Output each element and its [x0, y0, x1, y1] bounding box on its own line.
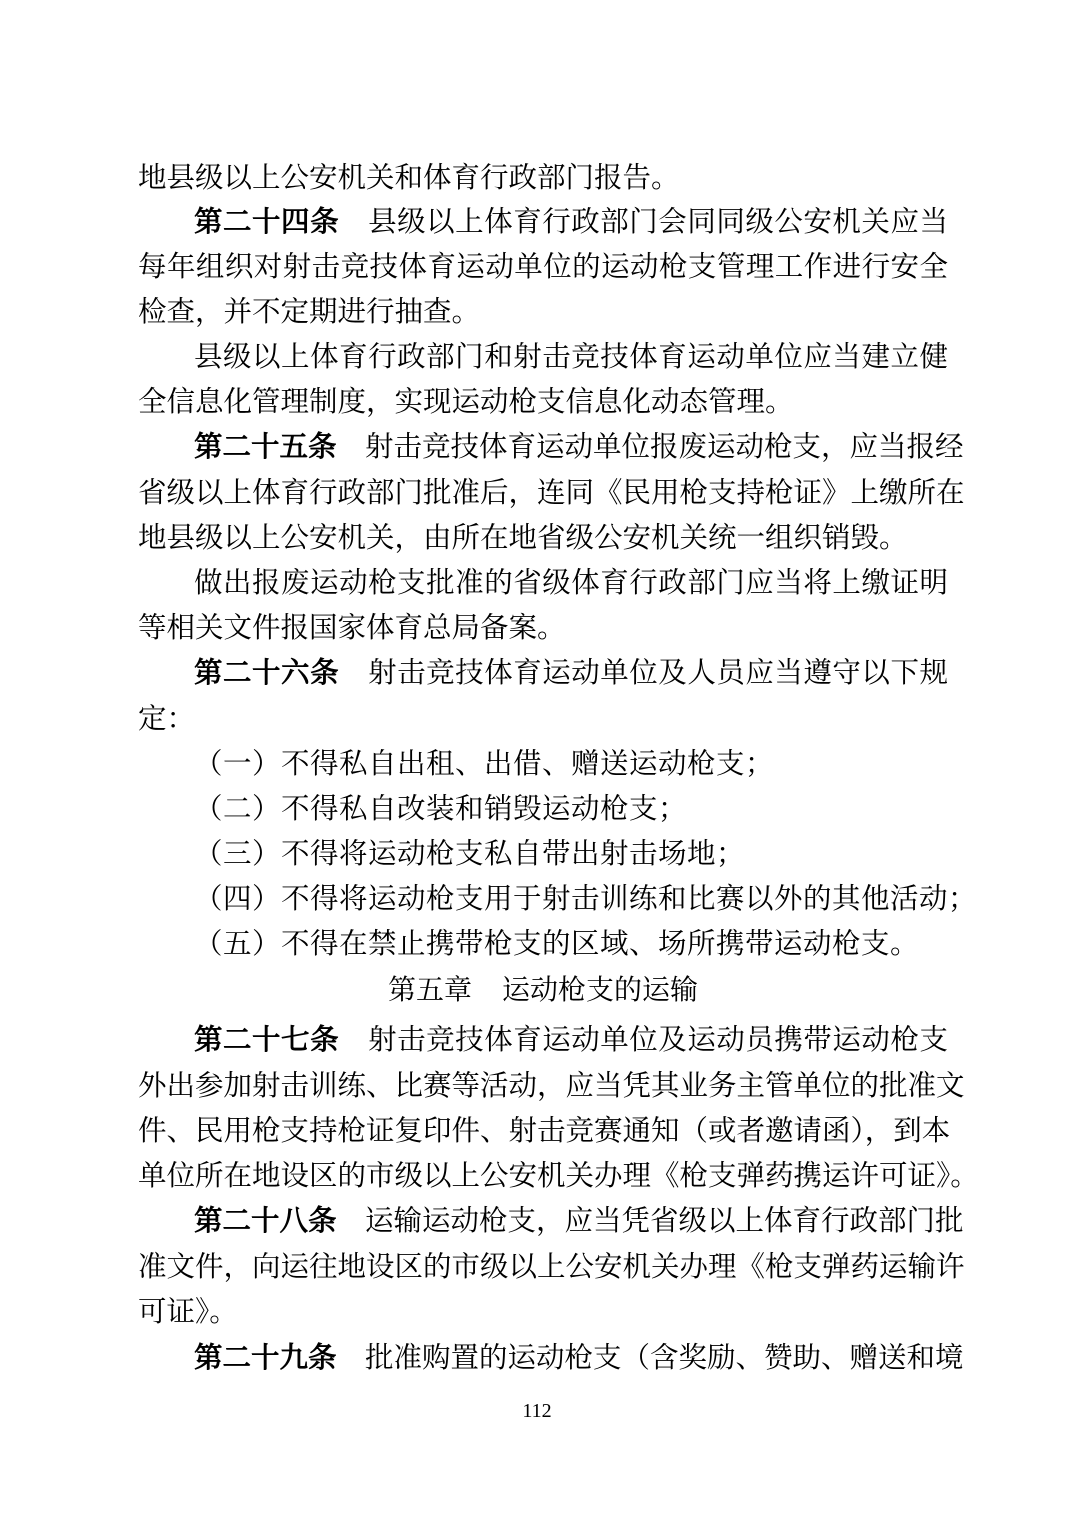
text-line: 检查，并不定期进行抽查。 [138, 295, 481, 328]
text-line: 等相关文件报国家体育总局备案。 [138, 611, 566, 644]
text-line: 准文件，向运往地设区的市级以上公安机关办理《枪支弹药运输许 [138, 1250, 965, 1283]
list-item: （一）不得私自出租、出借、赠送运动枪支； [194, 747, 775, 780]
list-item: （三）不得将运动枪支私自带出射击场地； [194, 837, 746, 870]
article-heading: 第二十六条 [194, 656, 340, 689]
article-29-line [194, 1336, 964, 1380]
list-item: （四）不得将运动枪支用于射击训练和比赛以外的其他活动； [194, 882, 978, 915]
text-line: 全信息化管理制度，实现运动枪支信息化动态管理。 [138, 385, 794, 418]
chapter-heading [138, 968, 948, 1012]
article-text: 县级以上体育行政部门会同同级公安机关应当 [368, 205, 948, 238]
text-line: 省级以上体育行政部门批准后，连同《民用枪支持枪证》上缴所在 [138, 476, 965, 509]
article-26-line [194, 651, 948, 695]
article-heading: 第二十九条 [194, 1341, 337, 1374]
article-heading: 第二十四条 [194, 205, 340, 238]
text-line: 可证》。 [138, 1295, 238, 1328]
article-text: 射击竞技体育运动单位及运动员携带运动枪支 [368, 1023, 948, 1056]
text-line: 做出报废运动枪支批准的省级体育行政部门应当将上缴证明 [194, 566, 948, 599]
list-item: （二）不得私自改装和销毁运动枪支； [194, 792, 688, 825]
text-line: 每年组织对射击竞技体育运动单位的运动枪支管理工作进行安全 [138, 250, 948, 283]
article-27-line [194, 1018, 948, 1062]
article-heading: 第二十八条 [194, 1204, 337, 1237]
chapter-number: 第五章 [387, 973, 472, 1006]
text-line: 定： [138, 702, 196, 735]
page-number: 112 [522, 1400, 552, 1422]
article-heading: 第二十七条 [194, 1023, 340, 1056]
list-item: （五）不得在禁止携带枪支的区域、场所携带运动枪支。 [194, 927, 920, 960]
article-heading: 第二十五条 [194, 430, 337, 463]
text-line: 外出参加射击训练、比赛等活动，应当凭其业务主管单位的批准文 [138, 1069, 965, 1102]
article-text: 射击竞技体育运动单位及人员应当遵守以下规 [368, 656, 948, 689]
text-line: 县级以上体育行政部门和射击竞技体育运动单位应当建立健 [194, 340, 948, 373]
text-line: 单位所在地设区的市级以上公安机关办理《枪支弹药携运许可证》。 [138, 1159, 979, 1192]
text-line: 地县级以上公安机关，由所在地省级公安机关统一组织销毁。 [138, 521, 908, 554]
article-text: 运输运动枪支，应当凭省级以上体育行政部门批 [365, 1204, 964, 1237]
article-24-line [194, 200, 948, 244]
article-text: 批准购置的运动枪支（含奖励、赞助、赠送和境 [365, 1341, 964, 1374]
text-line: 件、民用枪支持枪证复印件、射击竞赛通知（或者邀请函），到本 [138, 1114, 951, 1147]
article-25-line [194, 425, 964, 469]
article-28-line [194, 1199, 964, 1243]
chapter-title: 运动枪支的运输 [502, 973, 699, 1006]
article-text: 射击竞技体育运动单位报废运动枪支，应当报经 [365, 430, 964, 463]
text-line: 地县级以上公安机关和体育行政部门报告。 [138, 161, 680, 194]
